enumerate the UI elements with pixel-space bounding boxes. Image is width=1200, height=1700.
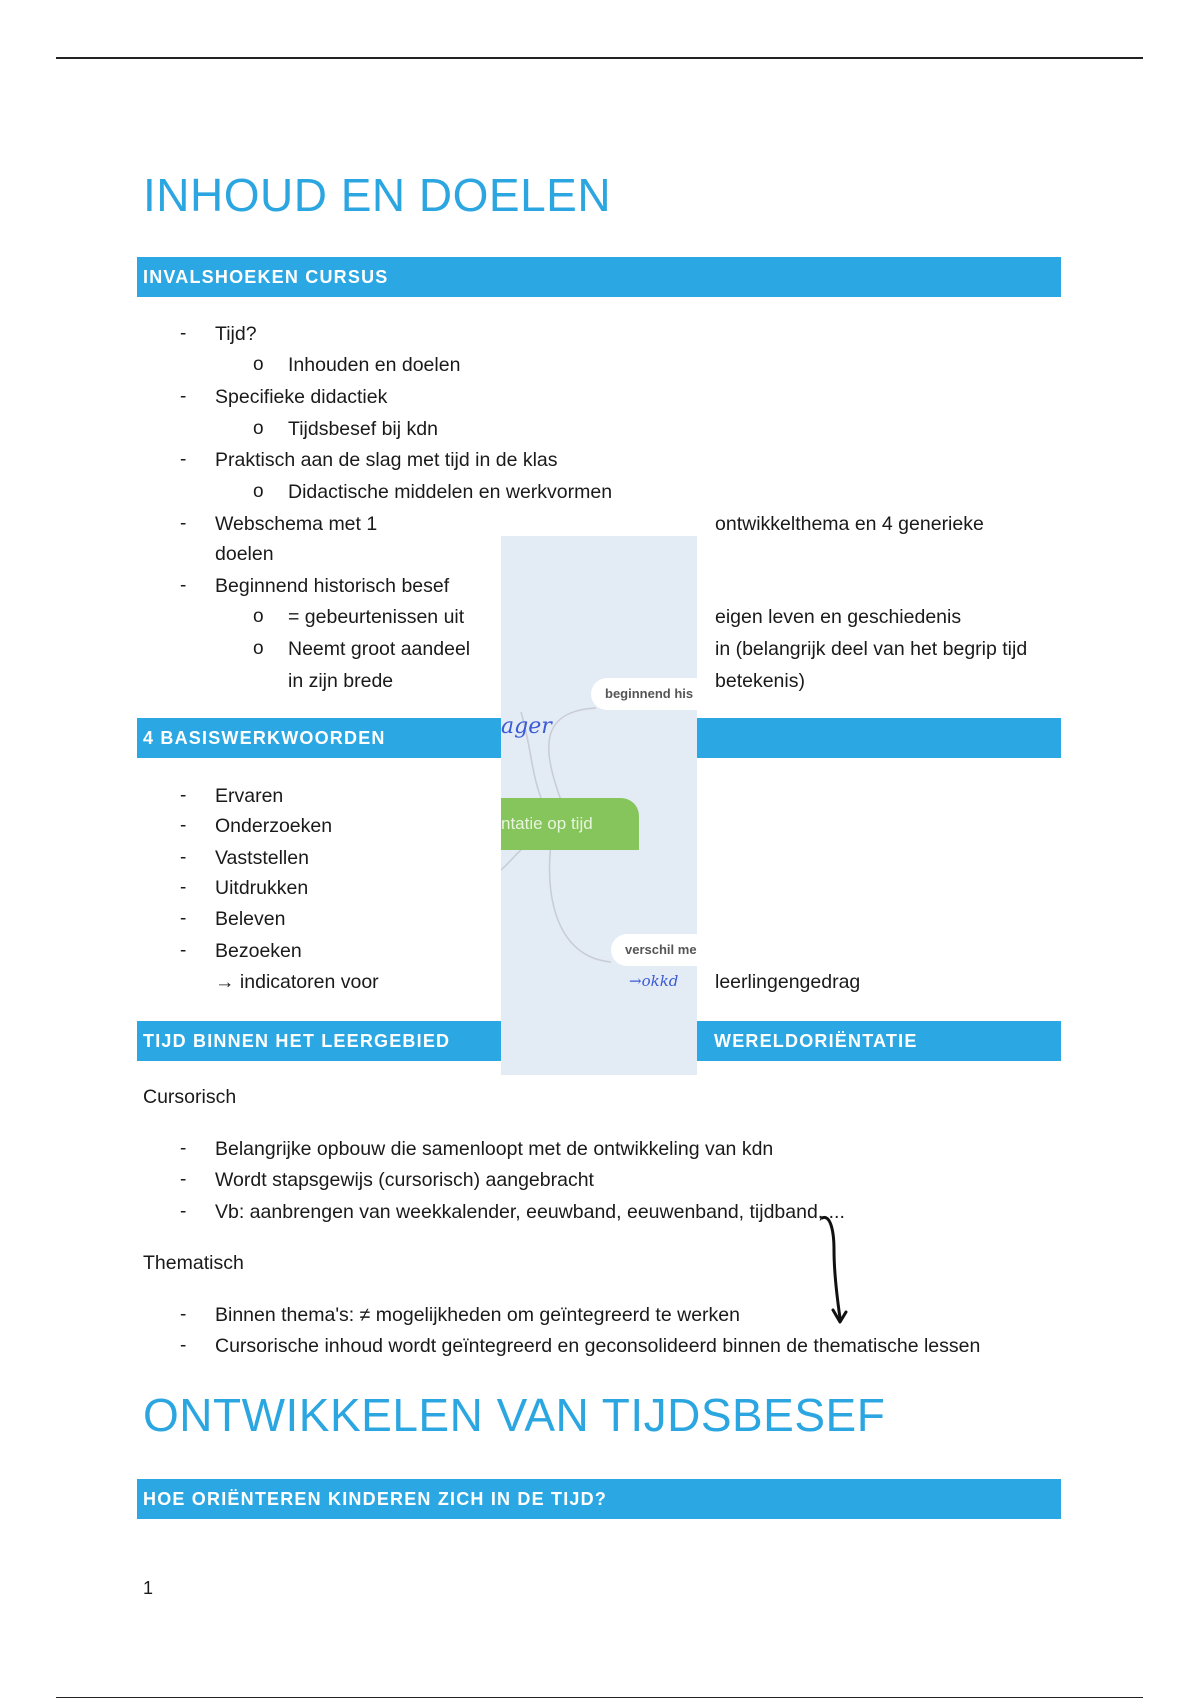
list-bullet: -: [180, 513, 187, 534]
list-bullet: -: [180, 1304, 187, 1325]
list-bullet: -: [180, 1201, 187, 1222]
bottom-rule: [56, 1697, 1143, 1698]
list-item-historisch: Beginnend historisch besef: [215, 575, 450, 597]
list-item: Belangrijke opbouw die samenloopt met de ontwikkeling van kdn: [215, 1138, 774, 1160]
list-bullet: -: [180, 815, 187, 836]
list-item: Vaststellen: [215, 847, 309, 869]
sub-list-item: = gebeurtenissen uit: [288, 606, 465, 628]
subheading-thematisch: Thematisch: [143, 1252, 244, 1274]
list-item: Wordt stapsgewijs (cursorisch) aangebracht: [215, 1169, 594, 1191]
sub-list-item-cont: in zijn brede: [288, 670, 394, 692]
list-bullet: -: [180, 908, 187, 929]
sub-bullet: o: [253, 418, 264, 439]
list-bullet: -: [180, 386, 187, 407]
banner-invalshoeken: INVALSHOEKEN CURSUS: [137, 257, 1061, 297]
list-bullet: -: [180, 449, 187, 470]
handwritten-arrow-icon: [810, 1210, 850, 1330]
sub-bullet: o: [253, 606, 264, 627]
list-item: Onderzoeken: [215, 815, 333, 837]
indicator-text: → indicatoren voor: [215, 971, 379, 993]
sub-list-item: Neemt groot aandeel: [288, 638, 471, 660]
sub-bullet: o: [253, 481, 264, 502]
list-bullet: -: [180, 1169, 187, 1190]
list-item-webschema-cont: doelen: [215, 543, 274, 565]
list-bullet: -: [180, 1335, 187, 1356]
sub-list-item-cont-right: betekenis): [715, 670, 805, 692]
mindmap-node-top: beginnend his: [591, 678, 697, 710]
list-bullet: -: [180, 785, 187, 806]
top-rule: [56, 57, 1143, 59]
list-item: Tijd?: [215, 323, 257, 345]
sub-list-item-right: eigen leven en geschiedenis: [715, 606, 962, 628]
page-number: 1: [143, 1578, 154, 1598]
list-bullet: -: [180, 847, 187, 868]
list-item: Ervaren: [215, 785, 284, 807]
list-item: Uitdrukken: [215, 877, 309, 899]
list-bullet: -: [180, 323, 187, 344]
sub-bullet: o: [253, 638, 264, 659]
sub-list-item: Didactische middelen en werkvormen: [288, 481, 613, 503]
mindmap-node-center: ntatie op tijd: [501, 798, 639, 850]
banner-basiswerkwoorden: 4 BASISWERKWOORDEN: [137, 718, 1061, 758]
list-item-webschema-right: ontwikkelthema en 4 generieke: [715, 513, 984, 535]
handwriting-top: ager: [501, 714, 552, 739]
list-item: Praktisch aan de slag met tijd in de klas: [215, 449, 558, 471]
banner-orienteren: HOE ORIËNTEREN KINDEREN ZICH IN DE TIJD?: [137, 1479, 1061, 1519]
sub-list-item: Tijdsbesef bij kdn: [288, 418, 438, 440]
list-bullet: -: [180, 1138, 187, 1159]
list-item: Binnen thema's: ≠ mogelijkheden om geïntegreerd te werken: [215, 1304, 740, 1326]
list-item-webschema: Webschema met 1: [215, 513, 378, 535]
handwriting-bottom: →okkd: [629, 972, 679, 990]
list-bullet: -: [180, 940, 187, 961]
banner-right-text: WERELDORIËNTATIE: [714, 1031, 918, 1051]
list-bullet: -: [180, 877, 187, 898]
subheading-cursorisch: Cursorisch: [143, 1086, 237, 1108]
sub-bullet: o: [253, 354, 264, 375]
heading-ontwikkelen-tijdsbesef: ONTWIKKELEN VAN TIJDSBESEF: [143, 1389, 886, 1441]
list-item: Cursorische inhoud wordt geïntegreerd en geconsolideerd binnen de thematische lessen: [215, 1335, 981, 1357]
list-item: Bezoeken: [215, 940, 302, 962]
banner-left-text: TIJD BINNEN HET LEERGEBIED: [143, 1031, 451, 1051]
list-item: Vb: aanbrengen van weekkalender, eeuwband, eeuwenband, tijdband, ...: [215, 1201, 845, 1223]
mindmap-overlay: [501, 536, 697, 1075]
list-bullet: -: [180, 575, 187, 596]
heading-inhoud-en-doelen: INHOUD EN DOELEN: [143, 169, 612, 221]
indicator-text-right: leerlingengedrag: [715, 971, 861, 993]
list-item: Beleven: [215, 908, 286, 930]
mindmap-node-bottom: verschil me: [611, 934, 697, 966]
sub-list-item: Inhouden en doelen: [288, 354, 461, 376]
sub-list-item-right: in (belangrijk deel van het begrip tijd: [715, 638, 1028, 660]
list-item: Specifieke didactiek: [215, 386, 388, 408]
